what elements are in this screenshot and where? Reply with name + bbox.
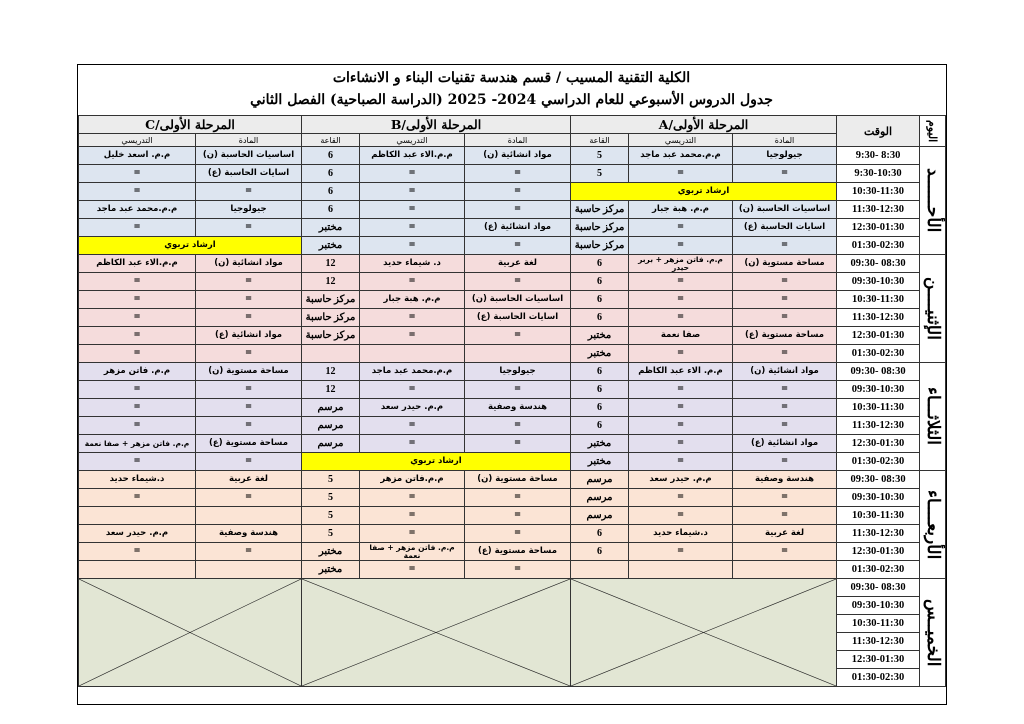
guidance-session-b: ارشاد تربوي [302,453,571,471]
table-row [79,219,946,237]
time-slot: 10:30-11:30 [837,615,920,633]
stage-a-room: مرسم [571,471,629,489]
stage-b-room: مرسم [302,435,360,453]
stage-a-subject: = [733,453,837,471]
stage-b-subject: مساحة مستوية (ن) [465,471,571,489]
stage-a-room: 6 [571,525,629,543]
stage-a-room: مركز حاسبة [571,201,629,219]
table-row [79,543,946,561]
stage-c-subject: = [196,399,302,417]
day-label: الأربعــــاء [920,471,946,579]
stage-b-subject [465,345,571,363]
stage-c-teacher: = [79,309,196,327]
stage-c-subject [196,561,302,579]
stage-c-teacher: = [79,417,196,435]
stage-a-teacher: م.م.محمد عبد ماجد [629,147,733,165]
table-row [79,381,946,399]
stage-b-teacher: م.م. حيدر سعد [360,399,465,417]
time-slot: 09:30-10:30 [837,597,920,615]
stage-b-subject: = [465,327,571,345]
stage-a-room: مختبر [571,327,629,345]
stage-b-teacher: م.م. فاتن مزهر + صفا نعمة [360,543,465,561]
stage-a-subject: = [733,237,837,255]
stage-a-subject-header: المادة [733,134,837,147]
stage-b-subject: مساحة مستوية (ع) [465,543,571,561]
stage-a-room [571,561,629,579]
stage-b-room: مختبر [302,543,360,561]
stage-c-teacher: = [79,381,196,399]
table-row [79,201,946,219]
table-row [79,435,946,453]
stage-b-room: 5 [302,471,360,489]
stage-c-subject: = [196,489,302,507]
time-column-header: الوقت [837,116,920,147]
stage-c-subject: = [196,543,302,561]
stage-c-subject: هندسة وصفية [196,525,302,543]
stage-c-teacher: د.شيماء حديد [79,471,196,489]
stage-b-subject: = [465,417,571,435]
stage-c-teacher: = [79,543,196,561]
stage-b-teacher: = [360,219,465,237]
stage-a-teacher: = [629,345,733,363]
stage-a-room: مختبر [571,435,629,453]
day-label: الإثنيــــن [920,255,946,363]
stage-c-subject: مساحة مستوية (ن) [196,363,302,381]
stage-c-subject: = [196,345,302,363]
stage-a-room-header: القاعة [571,134,629,147]
day-label: الأحــــــد [920,147,946,255]
stage-a-room: 6 [571,543,629,561]
stage-a-teacher: م.م. حيدر سعد [629,471,733,489]
stage-b-subject: هندسة وصفية [465,399,571,417]
stage-b-teacher: = [360,237,465,255]
stage-c-subject: = [196,453,302,471]
stage-c-teacher: م.م.محمد عبد ماجد [79,201,196,219]
stage-a-room: 6 [571,399,629,417]
guidance-session-c: ارشاد تربوي [79,237,302,255]
table-row [79,507,946,525]
time-slot: 08:30 -09:30 [837,255,920,273]
stage-b-subject: = [465,507,571,525]
time-slot: 12:30-01:30 [837,327,920,345]
cross-out-mark [302,579,570,686]
stage-b-room: 6 [302,201,360,219]
stage-a-subject: = [733,543,837,561]
stage-a-room: 6 [571,291,629,309]
stage-b-room: 6 [302,183,360,201]
time-slot: 11:30-12:30 [837,417,920,435]
table-row [79,579,946,597]
stage-b-room: 12 [302,381,360,399]
stage-a-teacher: = [629,453,733,471]
stage-c-subject: = [196,219,302,237]
stage-a-room: 5 [571,165,629,183]
stage-c-teacher: = [79,327,196,345]
table-row [79,309,946,327]
time-slot: 11:30-12:30 [837,201,920,219]
stage-c-header: المرحلة الأولى/C [79,116,302,134]
stage-b-subject: اساسيات الحاسبة (ن) [465,291,571,309]
table-row [79,525,946,543]
stage-b-room: مرسم [302,399,360,417]
stage-b-teacher: = [360,525,465,543]
stage-a-subject: = [733,507,837,525]
stage-c-teacher-header: التدريسي [79,134,196,147]
stage-b-room: 12 [302,255,360,273]
stage-a-room: مركز حاسبة [571,237,629,255]
stage-a-teacher: = [629,237,733,255]
time-slot: 12:30-01:30 [837,543,920,561]
stage-c-subject: = [196,381,302,399]
time-slot: 08:30 -09:30 [837,471,920,489]
table-row [79,273,946,291]
stage-b-room: 6 [302,147,360,165]
stage-a-subject: = [733,417,837,435]
stage-a-room: مركز حاسبة [571,219,629,237]
stage-a-subject: مواد انشائية (ع) [733,435,837,453]
stage-b-teacher: = [360,309,465,327]
table-row [79,291,946,309]
stage-a-teacher: د.شيماء حديد [629,525,733,543]
stage-b-subject: = [465,183,571,201]
stage-c-subject: = [196,273,302,291]
stage-c-subject: لغة عربية [196,471,302,489]
stage-a-subject: مواد انشائية (ن) [733,363,837,381]
stage-b-room: مركز حاسبة [302,309,360,327]
stage-b-teacher: م.م.محمد عبد ماجد [360,363,465,381]
time-slot: 10:30-11:30 [837,291,920,309]
stage-c-subject: مواد انشائية (ن) [196,255,302,273]
stage-b-teacher: م.م.فاتن مزهر [360,471,465,489]
stage-a-subject: اساسيات الحاسبة (ن) [733,201,837,219]
stage-a-room: 6 [571,381,629,399]
table-row [79,363,946,381]
stage-a-subject: = [733,291,837,309]
stage-c-teacher: = [79,453,196,471]
stage-a-subject: هندسة وصفية [733,471,837,489]
schedule-table [78,115,946,687]
stage-c-subject: مساحة مستوية (ع) [196,435,302,453]
stage-a-teacher: = [629,165,733,183]
time-slot: 12:30-01:30 [837,219,920,237]
stage-b-room: 12 [302,273,360,291]
time-slot: 12:30-01:30 [837,651,920,669]
thu-empty-b [302,579,571,687]
stage-a-teacher: = [629,381,733,399]
stage-c-teacher: م.م. فاتن مزهر [79,363,196,381]
stage-b-teacher [360,345,465,363]
day-column-header: اليوم [920,116,946,147]
stage-b-room: 5 [302,525,360,543]
stage-a-subject [733,561,837,579]
stage-c-subject-header: المادة [196,134,302,147]
stage-c-subject: جيولوجيا [196,201,302,219]
stage-a-room: 6 [571,417,629,435]
stage-c-subject: = [196,291,302,309]
stage-a-teacher: = [629,291,733,309]
stage-b-teacher: = [360,165,465,183]
stage-b-room: مختبر [302,237,360,255]
table-row [79,255,946,273]
stage-a-room: 6 [571,363,629,381]
stage-a-subject: جيولوجيا [733,147,837,165]
stage-a-subject: = [733,399,837,417]
stage-a-room: 6 [571,273,629,291]
stage-c-teacher: = [79,489,196,507]
cross-out-mark [571,579,836,686]
stage-b-teacher: = [360,489,465,507]
stage-b-subject: = [465,435,571,453]
stage-b-subject: = [465,489,571,507]
college-title: الكلية التقنية المسيب / قسم هندسة تقنيات البناء و الانشاءات [332,70,691,86]
stage-b-teacher: د. شيماء حديد [360,255,465,273]
stage-b-teacher: = [360,273,465,291]
stage-a-teacher-header: التدريسي [629,134,733,147]
table-row [79,399,946,417]
stage-c-teacher: م.م. فاتن مزهر + صفا نعمة [79,435,196,453]
stage-a-subject: = [733,381,837,399]
stage-a-teacher: صفا نعمة [629,327,733,345]
time-slot: 10:30-11:30 [837,183,920,201]
time-slot: 9:30-10:30 [837,165,920,183]
table-row [79,147,946,165]
stage-a-teacher: م.م. هبة جبار [629,201,733,219]
stage-b-room [302,345,360,363]
stage-c-subject [196,507,302,525]
stage-b-subject: = [465,561,571,579]
stage-a-subject: اسايات الحاسبة (ع) [733,219,837,237]
stage-c-teacher: = [79,165,196,183]
stage-a-room: مختبر [571,453,629,471]
stage-a-teacher: م.م. فاتن مزهر + بربر حيدر [629,255,733,273]
stage-b-teacher: م.م.الاء عبد الكاظم [360,147,465,165]
time-slot: 10:30-11:30 [837,399,920,417]
stage-b-room: مختبر [302,219,360,237]
stage-b-subject: اسايات الحاسبة (ع) [465,309,571,327]
stage-a-subject: لغة عربية [733,525,837,543]
schedule-title: جدول الدروس الأسبوعي للعام الدراسي 2024- 2025 (الدراسة الصباحية) الفصل الثاني [250,92,773,108]
stage-c-teacher: = [79,345,196,363]
stage-a-room: مرسم [571,489,629,507]
time-slot: 01:30-02:30 [837,237,920,255]
table-row [79,345,946,363]
stage-b-subject: = [465,201,571,219]
stage-c-teacher: م.م. حيدر سعد [79,525,196,543]
table-row [79,183,946,201]
stage-b-room: 12 [302,363,360,381]
stage-a-subject: مساحة مستوية (ع) [733,327,837,345]
table-row [79,165,946,183]
stage-b-room: مركز حاسبة [302,327,360,345]
table-row [79,471,946,489]
stage-a-room: مرسم [571,507,629,525]
stage-a-teacher: = [629,435,733,453]
stage-b-subject: = [465,525,571,543]
stage-a-teacher: = [629,417,733,435]
stage-a-room: 5 [571,147,629,165]
stage-b-room: 5 [302,507,360,525]
stage-a-teacher: = [629,489,733,507]
stage-b-teacher: = [360,183,465,201]
stage-a-subject: = [733,345,837,363]
stage-b-subject: جيولوجيا [465,363,571,381]
table-row [79,489,946,507]
cross-out-mark [79,579,301,686]
stage-b-subject: مواد انشائية (ع) [465,219,571,237]
stage-b-teacher: = [360,561,465,579]
stage-c-subject: اساسيات الحاسبة (ن) [196,147,302,165]
stage-b-teacher: = [360,201,465,219]
stage-b-subject: لغة عربية [465,255,571,273]
time-slot: 09:30-10:30 [837,489,920,507]
schedule-header [78,65,945,115]
table-row [79,561,946,579]
stage-a-teacher [629,561,733,579]
schedule-sheet [77,64,947,705]
stage-a-room: 6 [571,255,629,273]
time-slot: 11:30-12:30 [837,633,920,651]
stage-a-header: المرحلة الأولى/A [571,116,837,134]
stage-b-teacher: م.م. هبة جبار [360,291,465,309]
stage-a-teacher: = [629,543,733,561]
table-row [79,327,946,345]
stage-b-teacher: = [360,327,465,345]
stage-b-room: مختبر [302,561,360,579]
time-slot: 8:30 -9:30 [837,147,920,165]
stage-c-teacher: م.م.الاء عبد الكاظم [79,255,196,273]
stage-c-teacher: م.م. اسعد خليل [79,147,196,165]
stage-a-teacher: = [629,219,733,237]
stage-a-subject: = [733,165,837,183]
table-row [79,237,946,255]
time-slot: 11:30-12:30 [837,525,920,543]
time-slot: 09:30-10:30 [837,381,920,399]
thu-empty-a [571,579,837,687]
stage-a-subject: = [733,309,837,327]
stage-b-subject: = [465,165,571,183]
stage-b-teacher: = [360,507,465,525]
stage-a-teacher: م.م. الاء عبد الكاظم [629,363,733,381]
stage-b-header: المرحلة الأولى/B [302,116,571,134]
day-label: الخميــس [920,579,946,687]
stage-c-teacher: = [79,183,196,201]
time-slot: 08:30 -09:30 [837,579,920,597]
time-slot: 08:30 -09:30 [837,363,920,381]
stage-c-teacher: = [79,291,196,309]
table-row [79,453,946,471]
table-row [79,417,946,435]
stage-a-subject: = [733,489,837,507]
stage-b-teacher: = [360,435,465,453]
stage-b-subject: = [465,237,571,255]
stage-b-room: 6 [302,165,360,183]
stage-a-room: 6 [571,309,629,327]
stage-b-teacher-header: التدريسي [360,134,465,147]
stage-b-teacher: = [360,381,465,399]
stage-b-room: مركز حاسبة [302,291,360,309]
time-slot: 09:30-10:30 [837,273,920,291]
stage-b-room: مرسم [302,417,360,435]
stage-b-subject-header: المادة [465,134,571,147]
stage-a-teacher: = [629,309,733,327]
guidance-session-a: ارشاد تربوي [571,183,837,201]
time-slot: 01:30-02:30 [837,669,920,687]
stage-c-subject: اسايات الحاسبة (ع) [196,165,302,183]
stage-a-subject: مساحة مستوية (ن) [733,255,837,273]
stage-b-subject: = [465,273,571,291]
stage-c-subject: = [196,309,302,327]
stage-c-teacher [79,561,196,579]
stage-c-subject: = [196,417,302,435]
stage-c-teacher [79,507,196,525]
time-slot: 10:30-11:30 [837,507,920,525]
stage-c-teacher: = [79,219,196,237]
stage-a-teacher: = [629,399,733,417]
stage-b-subject: مواد انشائية (ن) [465,147,571,165]
stage-c-subject: مواد انشائية (ع) [196,327,302,345]
thu-empty-c [79,579,302,687]
time-slot: 01:30-02:30 [837,345,920,363]
time-slot: 01:30-02:30 [837,561,920,579]
time-slot: 12:30-01:30 [837,435,920,453]
time-slot: 11:30-12:30 [837,309,920,327]
stage-a-teacher: = [629,273,733,291]
stage-c-teacher: = [79,273,196,291]
stage-b-teacher: = [360,417,465,435]
stage-a-room: مختبر [571,345,629,363]
day-label: الثلاثـــاء [920,363,946,471]
stage-c-teacher: = [79,399,196,417]
stage-b-room-header: القاعة [302,134,360,147]
stage-a-teacher: = [629,507,733,525]
stage-b-room: 5 [302,489,360,507]
stage-c-subject: = [196,183,302,201]
stage-b-subject: = [465,381,571,399]
stage-a-subject: = [733,273,837,291]
time-slot: 01:30-02:30 [837,453,920,471]
